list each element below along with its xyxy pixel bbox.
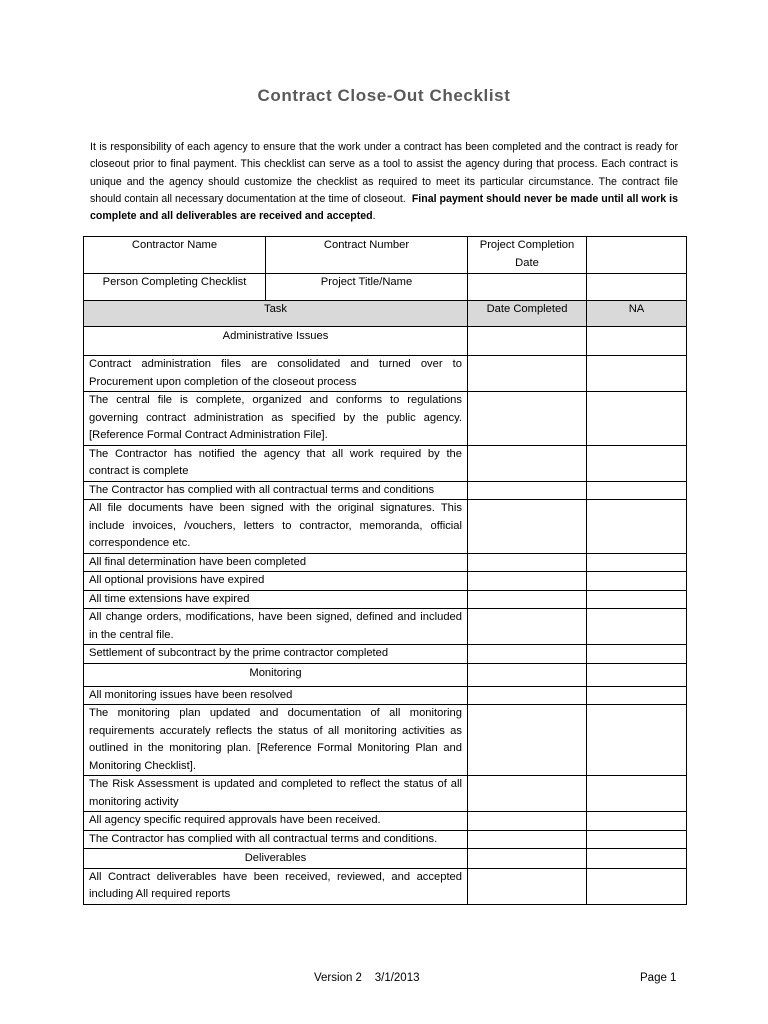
na-cell[interactable] [587, 590, 687, 609]
na-cell[interactable] [587, 392, 687, 446]
task-cell: All time extensions have expired [84, 590, 468, 609]
date-cell[interactable] [468, 686, 587, 705]
date-cell[interactable] [468, 327, 587, 356]
date-completed-column-header: Date Completed [468, 301, 587, 327]
na-cell[interactable] [587, 445, 687, 481]
intro-bold-text: Final payment should never be made until all work is complete and all deliverables are received and accepted [90, 192, 679, 223]
na-cell[interactable] [587, 572, 687, 591]
date-cell[interactable] [468, 812, 587, 831]
table-row [84, 590, 687, 609]
header-row-2 [84, 274, 687, 301]
project-completion-date-field[interactable] [587, 237, 687, 274]
na-cell[interactable] [587, 481, 687, 500]
section-title-administrative: Administrative Issues [84, 327, 468, 356]
contractor-name-label: Contractor Name [84, 237, 266, 274]
na-column-header: NA [587, 301, 687, 327]
table-row [84, 445, 687, 481]
na-cell[interactable] [587, 553, 687, 572]
date-cell[interactable] [468, 590, 587, 609]
na-cell[interactable] [587, 849, 687, 869]
project-title-label: Project Title/Name [266, 274, 468, 301]
date-cell[interactable] [468, 356, 587, 392]
table-row [84, 812, 687, 831]
header-row-1 [84, 237, 687, 274]
task-column-header: Task [84, 301, 468, 327]
task-cell: All Contract deliverables have been received, reviewed, and accepted including All required reports [84, 868, 468, 904]
table-row [84, 553, 687, 572]
table-row [84, 500, 687, 554]
footer-version: Version 2 3/1/2013 [314, 972, 420, 984]
section-row-administrative [84, 327, 687, 356]
table-row [84, 705, 687, 776]
section-title-deliverables: Deliverables [84, 849, 468, 869]
task-cell: Contract administration files are consolidated and turned over to Procurement upon completion of the closeout process [84, 356, 468, 392]
task-cell: The Contractor has complied with all contractual terms and conditions. [84, 830, 468, 849]
table-row [84, 356, 687, 392]
na-cell[interactable] [587, 812, 687, 831]
table-row [84, 776, 687, 812]
table-row [84, 392, 687, 446]
date-cell[interactable] [468, 500, 587, 554]
date-cell[interactable] [468, 645, 587, 664]
section-title-monitoring: Monitoring [84, 663, 468, 686]
task-cell: Settlement of subcontract by the prime contractor completed [84, 645, 468, 664]
task-cell: All agency specific required approvals have been received. [84, 812, 468, 831]
intro-paragraph [90, 139, 678, 225]
task-cell: The monitoring plan updated and documentation of all monitoring requirements accurately reflects the status of all monitoring activities as outlined in the monitoring plan. [Reference Formal Monitoring Plan and Monitoring Checklist]. [84, 705, 468, 776]
project-title-field[interactable] [468, 274, 587, 301]
date-cell[interactable] [468, 445, 587, 481]
na-cell[interactable] [587, 645, 687, 664]
na-cell[interactable] [587, 705, 687, 776]
task-cell: The Contractor has notified the agency that all work required by the contract is complete [84, 445, 468, 481]
task-cell: The Contractor has complied with all contractual terms and conditions [84, 481, 468, 500]
table-row [84, 572, 687, 591]
task-cell: All optional provisions have expired [84, 572, 468, 591]
na-cell[interactable] [587, 686, 687, 705]
na-cell[interactable] [587, 327, 687, 356]
checklist-table [83, 236, 687, 905]
task-cell: All monitoring issues have been resolved [84, 686, 468, 705]
table-row [84, 609, 687, 645]
table-row [84, 830, 687, 849]
table-row [84, 645, 687, 664]
date-cell[interactable] [468, 609, 587, 645]
date-cell[interactable] [468, 868, 587, 904]
na-cell[interactable] [587, 356, 687, 392]
date-cell[interactable] [468, 705, 587, 776]
na-cell[interactable] [587, 776, 687, 812]
na-cell[interactable] [587, 609, 687, 645]
date-cell[interactable] [468, 572, 587, 591]
person-completing-label: Person Completing Checklist [84, 274, 266, 301]
task-cell: The Risk Assessment is updated and completed to reflect the status of all monitoring activity [84, 776, 468, 812]
na-cell[interactable] [587, 868, 687, 904]
project-completion-date-label: Project Completion Date [468, 237, 587, 274]
na-cell[interactable] [587, 663, 687, 686]
na-cell[interactable] [587, 500, 687, 554]
intro-text: It is responsibility of each agency to ensure that the work under a contract has been completed and the contract is ready for closeout prior to final payment. This checklist can serve as a tool to assist the agency during that process. Each contract is unique and the agency should customize the checklist as required to meet its particular circumstance. The contract file should contain all necessary documentation at the time of closeout. [90, 141, 678, 205]
date-cell[interactable] [468, 830, 587, 849]
date-cell[interactable] [468, 776, 587, 812]
date-cell[interactable] [468, 392, 587, 446]
footer-page-number: Page 1 [640, 972, 677, 984]
table-row [84, 686, 687, 705]
date-cell[interactable] [468, 849, 587, 869]
table-row [84, 481, 687, 500]
column-header-row [84, 301, 687, 327]
document-title: Contract Close-Out Checklist [257, 86, 511, 105]
contract-number-label: Contract Number [266, 237, 468, 274]
task-cell: All file documents have been signed with the original signatures. This include invoices, /vouchers, letters to contractor, memoranda, official correspondence etc. [84, 500, 468, 554]
date-cell[interactable] [468, 481, 587, 500]
intro-end: . [372, 210, 376, 223]
na-cell[interactable] [587, 830, 687, 849]
task-cell: All change orders, modifications, have been signed, defined and included in the central file. [84, 609, 468, 645]
section-row-deliverables [84, 849, 687, 869]
date-cell[interactable] [468, 553, 587, 572]
table-row [84, 868, 687, 904]
date-cell[interactable] [468, 663, 587, 686]
task-cell: All final determination have been completed [84, 553, 468, 572]
section-row-monitoring [84, 663, 687, 686]
task-cell: The central file is complete, organized and conforms to regulations governing contract administration as specified by the public agency. [Reference Formal Contract Administration File]. [84, 392, 468, 446]
header-empty-cell[interactable] [587, 274, 687, 301]
